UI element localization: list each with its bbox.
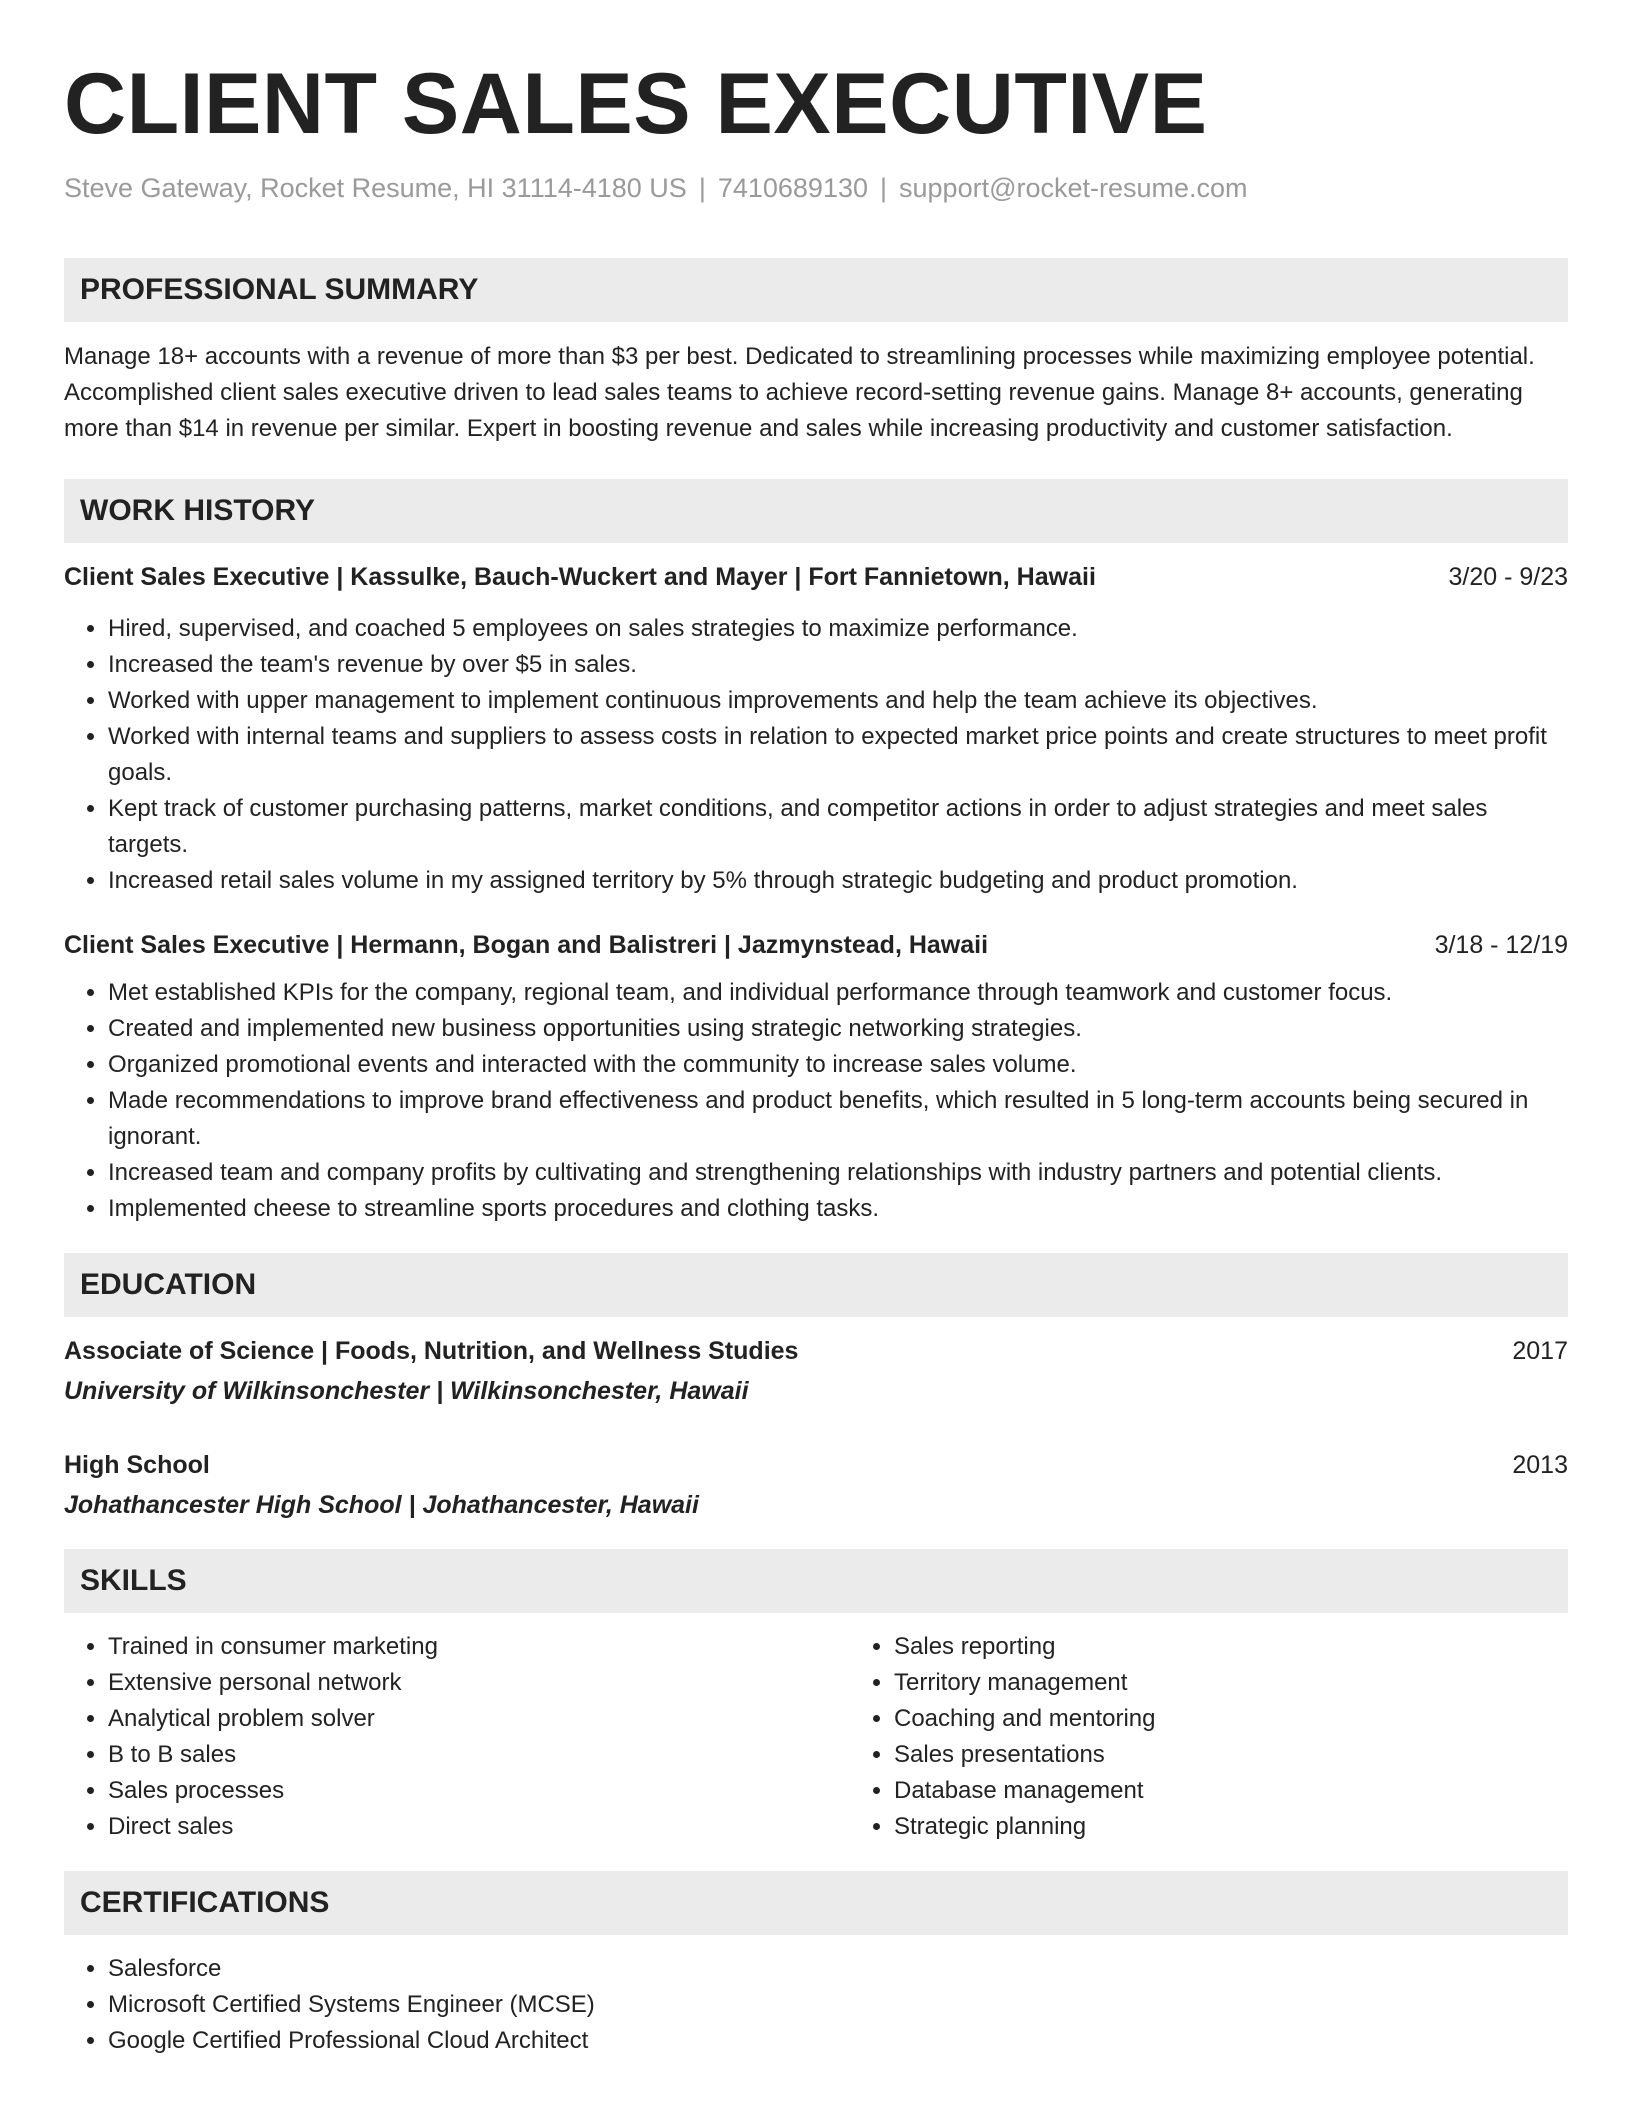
education-degree: Associate of Science | Foods, Nutrition, and Wellness Studies <box>64 1337 799 1365</box>
skills-column-right <box>850 1629 1632 1845</box>
job-title: Client Sales Executive | Hermann, Bogan and Balistreri | Jazmynstead, Hawaii <box>64 931 989 959</box>
skill-item: • B to B sales <box>108 1737 850 1773</box>
skill-item: • Territory management <box>894 1665 1632 1701</box>
section-heading-certifications: CERTIFICATIONS <box>64 1871 1568 1935</box>
certifications-list <box>64 1951 1568 2059</box>
skill-item: • Trained in consumer marketing <box>108 1629 850 1665</box>
job-bullet: • Hired, supervised, and coached 5 employees on sales strategies to maximize performance. <box>108 611 1568 647</box>
job-bullets <box>64 975 1568 1227</box>
job-bullet: • Increased team and company profits by cultivating and strengthening relationships with industry partners and potential clients. <box>108 1155 1568 1191</box>
education-header <box>64 1447 1568 1483</box>
skills-column-left <box>64 1629 850 1845</box>
job-dates: 3/20 - 9/23 <box>1448 563 1568 591</box>
education-header <box>64 1333 1568 1369</box>
certification-item: • Microsoft Certified Systems Engineer (MCSE) <box>108 1987 1568 2023</box>
contact-separator: | <box>880 173 888 203</box>
resume-title: CLIENT SALES EXECUTIVE <box>64 56 1208 152</box>
skill-item: • Sales processes <box>108 1773 850 1809</box>
job-title: Client Sales Executive | Kassulke, Bauch-Wuckert and Mayer | Fort Fannietown, Hawaii <box>64 563 1096 591</box>
education-entry <box>64 1447 1568 1523</box>
section-heading-summary: PROFESSIONAL SUMMARY <box>64 258 1568 322</box>
job-bullet: • Increased retail sales volume in my assigned territory by 5% through strategic budgeting and product promotion. <box>108 863 1568 899</box>
certification-item: • Google Certified Professional Cloud Architect <box>108 2023 1568 2059</box>
job-bullet: • Increased the team's revenue by over $5 in sales. <box>108 647 1568 683</box>
skill-item: • Strategic planning <box>894 1809 1632 1845</box>
education-entry <box>64 1333 1568 1409</box>
skill-item: • Sales reporting <box>894 1629 1632 1665</box>
section-heading-work-history: WORK HISTORY <box>64 479 1568 543</box>
certification-item: • Salesforce <box>108 1951 1568 1987</box>
job-bullet: • Met established KPIs for the company, regional team, and individual performance through teamwork and customer focus. <box>108 975 1568 1011</box>
contact-email: support@rocket-resume.com <box>899 173 1248 203</box>
education-school: University of Wilkinsonchester | Wilkinsonchester, Hawaii <box>64 1377 749 1405</box>
skill-item: • Extensive personal network <box>108 1665 850 1701</box>
contact-separator: | <box>698 173 706 203</box>
contact-phone: 7410689130 <box>717 173 868 203</box>
job-bullet: • Made recommendations to improve brand effectiveness and product benefits, which resulted in 5 long-term accounts being secured in ignorant. <box>108 1083 1568 1155</box>
job-dates: 3/18 - 12/19 <box>1434 931 1568 959</box>
skill-item: • Analytical problem solver <box>108 1701 850 1737</box>
job-header <box>64 559 1568 595</box>
skills-grid <box>64 1629 1568 1845</box>
contact-line <box>64 170 1568 206</box>
job-entry <box>64 559 1568 899</box>
section-heading-education: EDUCATION <box>64 1253 1568 1317</box>
section-heading-skills: SKILLS <box>64 1549 1568 1613</box>
job-bullets <box>64 611 1568 899</box>
job-bullet: • Worked with internal teams and suppliers to assess costs in relation to expected market price points and create structures to meet profit goals. <box>108 719 1568 791</box>
education-year: 2013 <box>1512 1451 1568 1479</box>
job-bullet: • Worked with upper management to implement continuous improvements and help the team achieve its objectives. <box>108 683 1568 719</box>
education-year: 2017 <box>1512 1337 1568 1365</box>
skill-item: • Direct sales <box>108 1809 850 1845</box>
education-degree: High School <box>64 1451 210 1479</box>
job-entry <box>64 927 1568 1227</box>
job-bullet: • Created and implemented new business opportunities using strategic networking strategies. <box>108 1011 1568 1047</box>
skill-item: • Coaching and mentoring <box>894 1701 1632 1737</box>
job-bullet: • Implemented cheese to streamline sports procedures and clothing tasks. <box>108 1191 1568 1227</box>
contact-address: Steve Gateway, Rocket Resume, HI 31114-4180 US <box>64 173 687 203</box>
job-bullet: • Organized promotional events and interacted with the community to increase sales volume. <box>108 1047 1568 1083</box>
job-bullet: • Kept track of customer purchasing patterns, market conditions, and competitor actions in order to adjust strategies and meet sales targets. <box>108 791 1568 863</box>
summary-text: Manage 18+ accounts with a revenue of more than $3 per best. Dedicated to streamlining processes while maximizing employee potential. Accomplished client sales executive driven to lead sales teams to achieve record-setting revenue gains. Manage 8+ accounts, generating more than $14 in revenue per similar. Expert in boosting revenue and sales while increasing productivity and customer satisfaction. <box>64 343 1535 442</box>
education-school: Johathancester High School | Johathancester, Hawaii <box>64 1491 699 1519</box>
skill-item: • Database management <box>894 1773 1632 1809</box>
job-header <box>64 927 1568 963</box>
skill-item: • Sales presentations <box>894 1737 1632 1773</box>
